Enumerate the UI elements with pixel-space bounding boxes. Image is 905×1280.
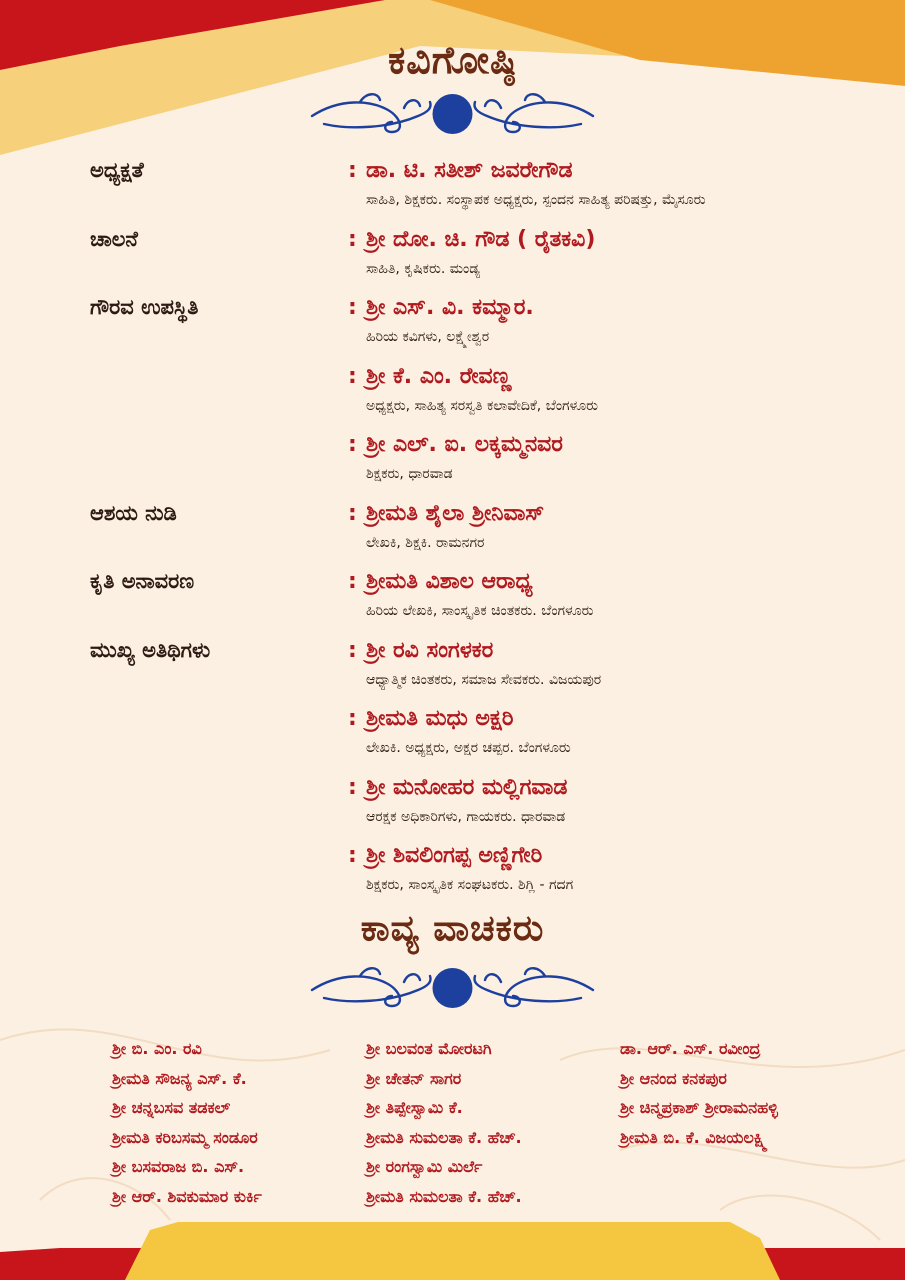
person-name: ಶ್ರೀ ಕೆ. ಎಂ. ರೇವಣ್ಣ xyxy=(366,364,512,389)
role-label: ಅಧ್ಯಕ್ಷತೆ xyxy=(90,158,144,182)
poets-column-2 xyxy=(366,1034,522,1211)
person-name: ಡಾ. ಟಿ. ಸತೀಶ್ ಜವರೇಗೌಡ xyxy=(366,158,573,183)
poet-name: ಶ್ರೀ ಬಲವಂತ ಮೋರಟಗಿ xyxy=(366,1039,492,1058)
poet-name: ಶ್ರೀಮತಿ ಸೌಜನ್ಯ ಎಸ್. ಕೆ. xyxy=(112,1068,247,1088)
role-label: ಆಶಯ ನುಡಿ xyxy=(90,501,177,525)
colon-separator: : xyxy=(348,158,357,183)
person-description: ಅಧ್ಯಕ್ಷರು, ಸಾಹಿತ್ಯ ಸರಸ್ವತಿ ಕಲಾವೇದಿಕೆ, ಬೆಂಗಳೂರು xyxy=(366,398,598,414)
person-name: ಶ್ರೀ ದೋ. ಚಿ. ಗೌಡ ( ರೈತಕವಿ) xyxy=(366,227,596,252)
poet-name: ಶ್ರೀ ತಿಪ್ಪೇಸ್ವಾಮಿ ಕೆ. xyxy=(366,1098,463,1117)
poets-column-1 xyxy=(112,1034,262,1211)
poet-name: ಶ್ರೀಮತಿ ಸುಮಲತಾ ಕೆ. ಹೆಚ್. xyxy=(366,1127,522,1147)
poet-name: ಶ್ರೀ ಆರ್. ಶಿವಕುಮಾರ ಕುರ್ಕಿ xyxy=(112,1186,262,1206)
colon-separator: : xyxy=(348,706,357,731)
colon-separator: : xyxy=(348,364,357,389)
role-label: ಚಾಲನೆ xyxy=(90,227,138,251)
person-description: ಲೇಖಕಿ. ಅಧ್ಯಕ್ಷರು, ಅಕ್ಷರ ಚಪ್ಪರ. ಬೆಂಗಳೂರು xyxy=(366,740,571,756)
colon-separator: : xyxy=(348,843,357,868)
person-description: ಆರಕ್ಷಕ ಅಧಿಕಾರಿಗಳು, ಗಾಯಕರು. ಧಾರವಾಡ xyxy=(366,809,566,825)
section-title: ಕಾವ್ಯ ವಾಚಕರು xyxy=(360,908,545,949)
poet-name: ಶ್ರೀಮತಿ ಬಿ. ಕೆ. ವಿಜಯಲಕ್ಷ್ಮಿ xyxy=(620,1127,768,1147)
person-description: ಹಿರಿಯ ಲೇಖಕಿ, ಸಾಂಸ್ಕೃತಿಕ ಚಿಂತಕರು. ಬೆಂಗಳೂರು xyxy=(366,603,594,619)
person-description: ಸಾಹಿತಿ, ಕೃಷಿಕರು. ಮಂಡ್ಯ xyxy=(366,261,481,277)
poet-name: ಶ್ರೀ ಬಿ. ಎಂ. ರವಿ xyxy=(112,1039,202,1058)
person-description: ಶಿಕ್ಷಕರು, ಸಾಂಸ್ಕೃತಿಕ ಸಂಘಟಕರು. ಶಿಗ್ಲಿ - ಗದಗ xyxy=(366,877,574,893)
poet-name: ಶ್ರೀಮತಿ ಸುಮಲತಾ ಕೆ. ಹೆಚ್. xyxy=(366,1186,522,1206)
floral-scroll-icon xyxy=(300,88,605,140)
poet-name: ಶ್ರೀ ಬಸವರಾಜ ಬಿ. ಎಸ್. xyxy=(112,1157,245,1176)
person-description: ಶಿಕ್ಷಕರು, ಧಾರವಾಡ xyxy=(366,466,453,482)
page-title: ಕವಿಗೋಷ್ಠಿ xyxy=(388,38,517,82)
floral-scroll-icon xyxy=(300,962,605,1014)
poet-name: ಶ್ರೀ ಚನ್ನಬಸವ ತಡಕಲ್ xyxy=(112,1098,231,1117)
colon-separator: : xyxy=(348,638,357,663)
poet-name: ಶ್ರೀಮತಿ ಕರಿಬಸಮ್ಮ ಸಂಡೂರ xyxy=(112,1127,258,1147)
poet-name: ಶ್ರೀ ಆನಂದ ಕನಕಪುರ xyxy=(620,1068,727,1088)
colon-separator: : xyxy=(348,569,357,594)
person-description: ಸಾಹಿತಿ, ಶಿಕ್ಷಕರು. ಸಂಸ್ಥಾಪಕ ಅಧ್ಯಕ್ಷರು, ಸ್ಪಂದನ ಸಾಹಿತ್ಯ ಪರಿಷತ್ತು, ಮೈಸೂರು xyxy=(366,192,706,208)
colon-separator: : xyxy=(348,775,357,800)
colon-separator: : xyxy=(348,501,357,526)
person-description: ಹಿರಿಯ ಕವಿಗಳು, ಲಕ್ಷ್ಮೇಶ್ವರ xyxy=(366,329,490,345)
poets-column-3 xyxy=(620,1034,778,1152)
poet-name: ಶ್ರೀ ಚೇತನ್ ಸಾಗರ xyxy=(366,1068,462,1088)
person-name: ಶ್ರೀ ಶಿವಲಿಂಗಪ್ಪ ಅಣ್ಣಿಗೇರಿ xyxy=(366,843,543,868)
person-name: ಶ್ರೀ ಎಲ್. ಐ. ಲಕ್ಕಮ್ಮನವರ xyxy=(366,432,563,457)
colon-separator: : xyxy=(348,227,357,252)
role-label: ಮುಖ್ಯ ಅತಿಥಿಗಳು xyxy=(90,638,211,662)
role-label: ಗೌರವ ಉಪಸ್ಥಿತಿ xyxy=(90,295,199,319)
poet-name: ಶ್ರೀ ಚಿನ್ಮಪ್ರಕಾಶ್ ಶ್ರೀರಾಮನಹಳ್ಳಿ xyxy=(620,1098,778,1117)
person-name: ಶ್ರೀ ಮನೋಹರ ಮಲ್ಲಿಗವಾಡ xyxy=(366,775,568,800)
poet-name: ಶ್ರೀ ರಂಗಸ್ವಾಮಿ ಮಿರ್ಲೆ xyxy=(366,1157,483,1176)
person-name: ಶ್ರೀ ರವಿ ಸಂಗಳಕರ xyxy=(366,638,494,663)
role-label: ಕೃತಿ ಅನಾವರಣ xyxy=(90,569,195,593)
person-name: ಶ್ರೀಮತಿ ಶೈಲಾ ಶ್ರೀನಿವಾಸ್ xyxy=(366,501,545,526)
person-name: ಶ್ರೀಮತಿ ವಿಶಾಲ ಆರಾಧ್ಯ xyxy=(366,569,533,594)
person-name: ಶ್ರೀಮತಿ ಮಧು ಅಕ್ಷರಿ xyxy=(366,706,514,731)
colon-separator: : xyxy=(348,295,357,320)
person-description: ಲೇಖಕಿ, ಶಿಕ್ಷಕಿ. ರಾಮನಗರ xyxy=(366,535,485,551)
colon-separator: : xyxy=(348,432,357,457)
person-description: ಆಧ್ಯಾತ್ಮಿಕ ಚಿಂತಕರು, ಸಮಾಜ ಸೇವಕರು. ವಿಜಯಪುರ xyxy=(366,672,602,688)
person-name: ಶ್ರೀ ಎಸ್. ವಿ. ಕಮ್ಮಾರ. xyxy=(366,295,534,320)
poet-name: ಡಾ. ಆರ್. ಎಸ್. ರವೀಂದ್ರ xyxy=(620,1039,761,1058)
